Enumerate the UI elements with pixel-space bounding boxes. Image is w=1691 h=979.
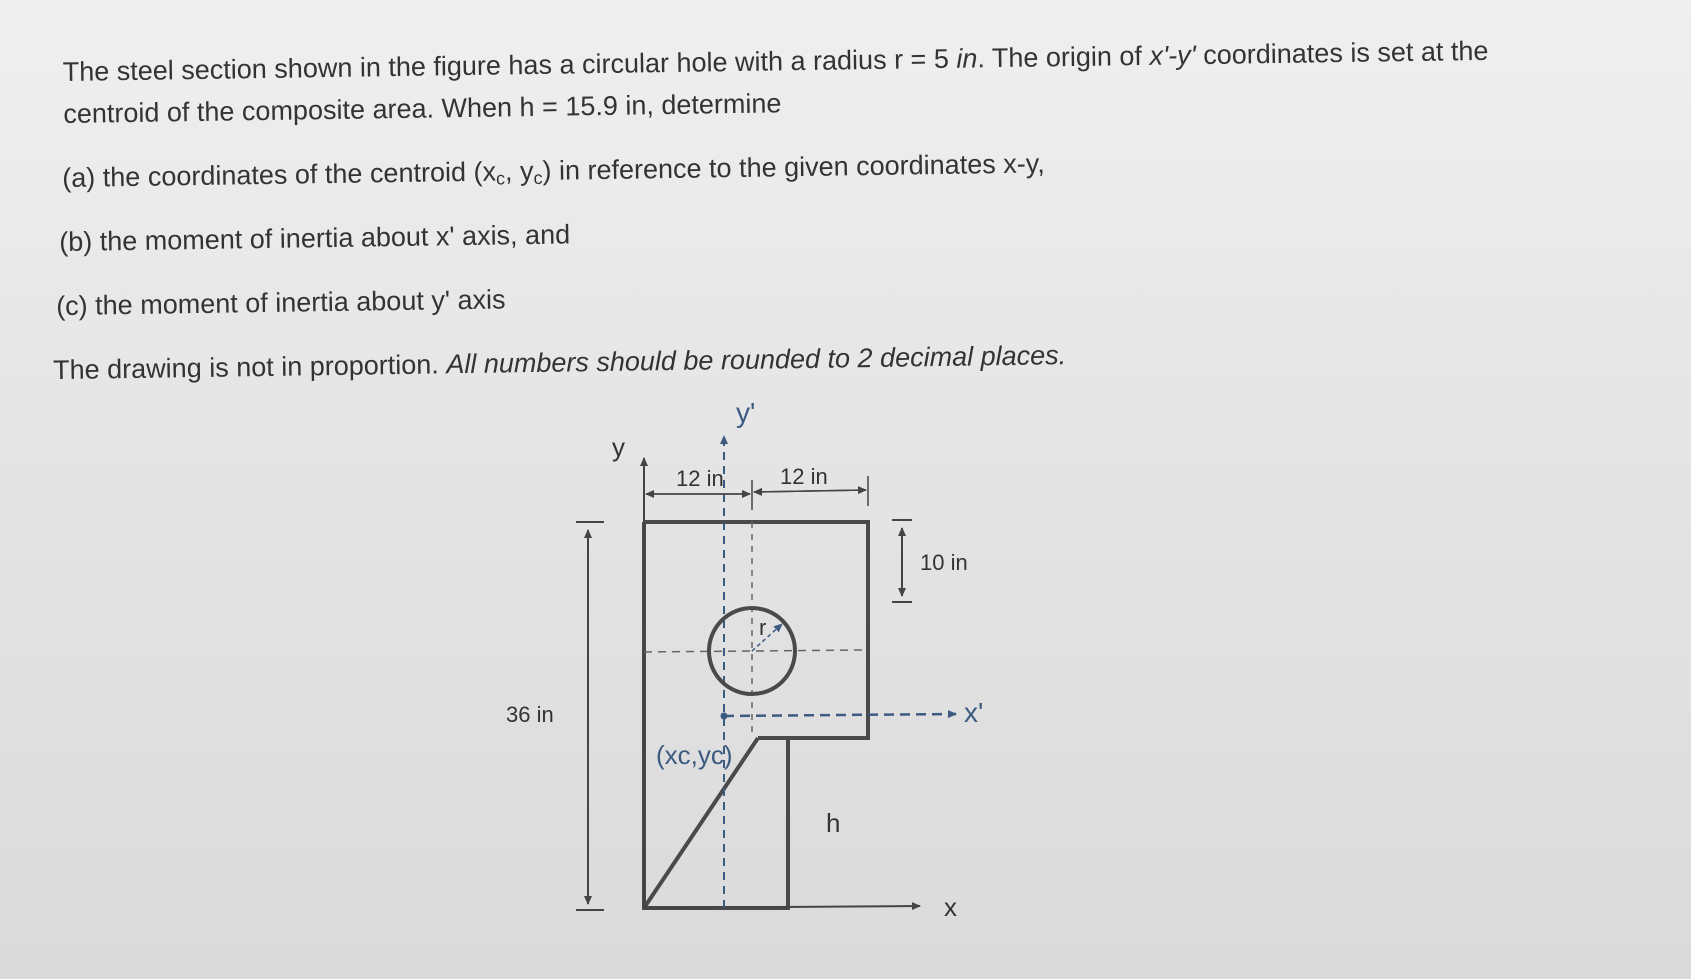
x-prime-axis [724,714,956,716]
problem-line-2: centroid of the composite area. When h = 15.9 in, determine [63,88,782,129]
radius-line [752,624,782,651]
part-a-suffix: ) in reference to the given coordinates x-y, [542,148,1045,186]
centroid-point [721,713,728,720]
h-label: h [826,808,841,838]
line1-coords: x'-y' [1149,40,1196,71]
centroid-label: (xc,yc) [656,740,733,770]
part-b: (b) the moment of inertia about x' axis, and [59,219,571,258]
part-a [62,145,1045,203]
part-a-prefix: (a) the coordinates of the centroid (x [62,156,497,193]
y-prime-axis-label: y' [736,397,756,428]
problem-line-1 [62,33,1488,90]
line1-unit: in [956,43,978,74]
x-axis-label: x [944,892,957,922]
line1-prefix: The steel section shown in the figure has a circular hole with a radius r = 5 [62,43,957,87]
hole-center-line [644,650,868,652]
dim-height-label: 36 in [506,702,554,727]
note-prefix: The drawing is not in proportion. [52,349,447,386]
radius-label: r [759,615,767,640]
steel-section-figure [480,397,1040,940]
dim-right-width-label: 12 in [780,464,828,489]
line1-mid: . The origin of [977,40,1150,74]
dim-left-width-label: 12 in [676,466,724,491]
dim-top-offset-label: 10 in [920,550,968,575]
part-c: (c) the moment of inertia about y' axis [55,284,506,322]
problem-statement [52,0,1660,386]
note [53,337,1067,388]
part-a-sub-xc: c [495,168,506,189]
line1-suffix: coordinates is set at the [1195,35,1489,71]
part-a-sub-yc: c [533,167,543,188]
part-a-mid: , y [504,155,534,187]
dim-right-width-line-back [754,490,866,492]
x-prime-axis-label: x' [964,697,984,728]
y-axis-label: y [612,432,625,462]
note-italic: All numbers should be rounded to 2 decimal places. [446,340,1067,380]
